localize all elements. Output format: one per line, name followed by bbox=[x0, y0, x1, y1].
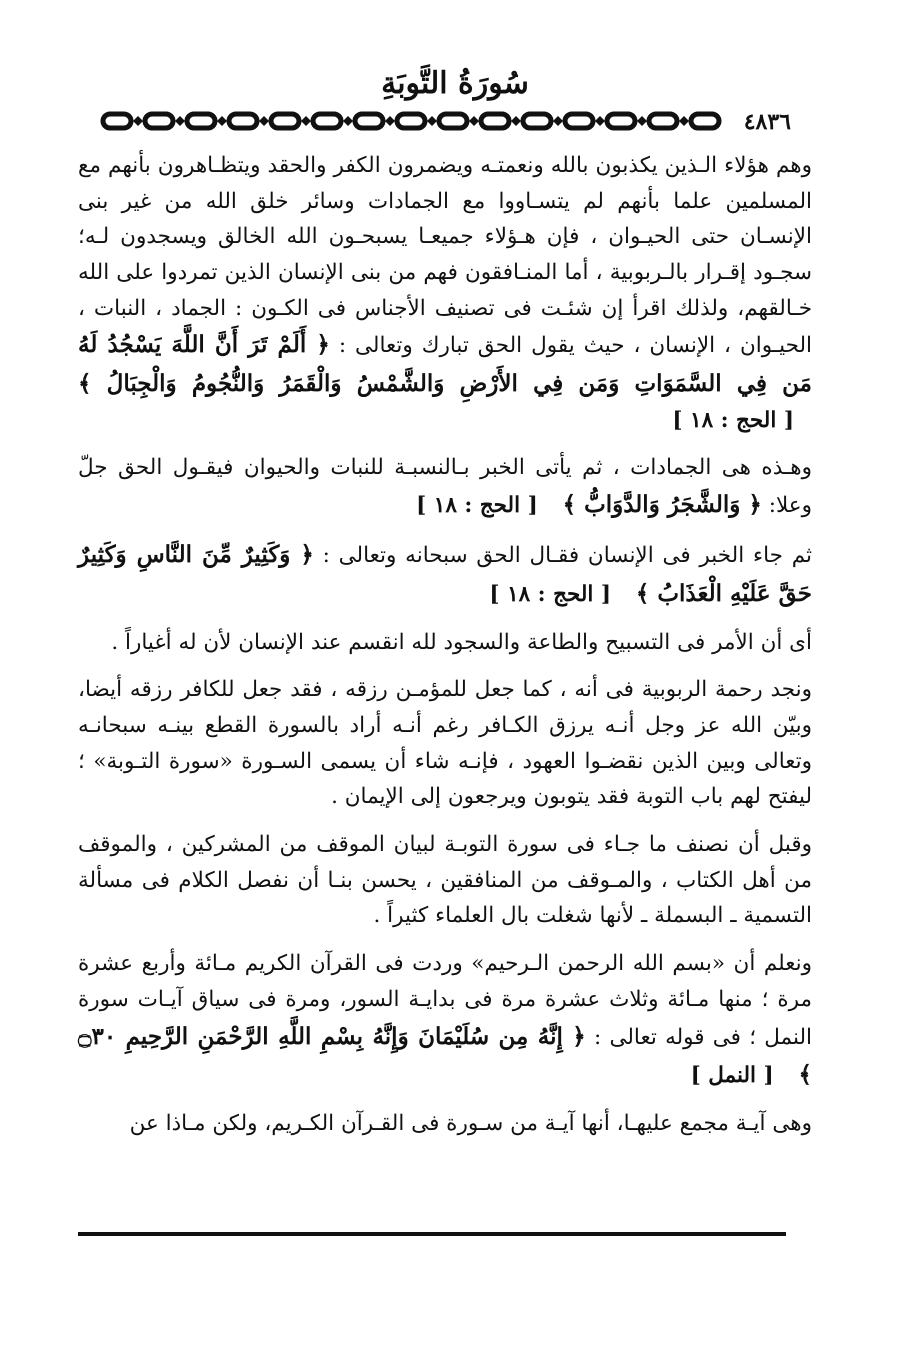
chain-link bbox=[145, 114, 173, 128]
verse-reference-4: [ النمل ] bbox=[690, 1062, 774, 1088]
chain-link bbox=[355, 114, 383, 128]
quran-verse-naml-30: ﴿ إِنَّهُ مِن سُلَيْمَانَ وَإِنَّهُ بِسْمِ اللَّهِ الرَّحْمَنِ الرَّحِيمِ ۝٣٠ ﴾ bbox=[78, 1022, 812, 1088]
chain-link bbox=[565, 114, 593, 128]
chain-diamond bbox=[133, 116, 143, 126]
paragraph-2 bbox=[78, 450, 812, 524]
chain-diamond bbox=[679, 116, 689, 126]
paragraph-3 bbox=[78, 536, 812, 612]
ornamental-chain-border bbox=[95, 107, 815, 135]
footer-rule bbox=[78, 1232, 786, 1236]
chain-diamond bbox=[637, 116, 647, 126]
chain-diamond bbox=[553, 116, 563, 126]
chain-diamond bbox=[511, 116, 521, 126]
page-number: ٤٨٣٦ bbox=[740, 111, 795, 133]
verse-reference-2: [ الحج : ١٨ ] bbox=[416, 493, 538, 519]
quran-verse-hajj-18-c: ﴿ وَكَثِيرٌ مِّنَ النَّاسِ وَكَثِيرٌ حَقَّ عَلَيْهِ الْعَذَابُ ﴾ bbox=[78, 541, 812, 607]
paragraph-7 bbox=[78, 946, 812, 1094]
chain-diamond bbox=[385, 116, 395, 126]
chain-diamond bbox=[175, 116, 185, 126]
paragraph-7-text: ونعلم أن «بسم الله الرحمن الـرحيم» وردت فى القرآن الكريم مـائة وأربع عشرة مرة ؛ منها مـائة وثلاث عشرة مرة فى بدايـة السور، ومرة فى سياق آيـات سورة النمل ؛ فى قوله تعالى : bbox=[78, 951, 812, 1050]
paragraph-1 bbox=[78, 148, 812, 438]
paragraph-6: وقبل أن نصنف ما جـاء فى سورة التوبـة لبيان الموقف من المشركين ، والموقف من أهل الكتاب ، والمـوقف من المنافقين ، يحسن بنـا أن نفصل الكلام فى مسألة التسمية ـ البسملة ـ لأنها شغلت بال العلماء كثيراً . bbox=[78, 832, 812, 929]
chain-diamond bbox=[595, 116, 605, 126]
chain-diamond bbox=[217, 116, 227, 126]
quran-verse-hajj-18-a: ﴿ أَلَمْ تَرَ أَنَّ اللَّهَ يَسْجُدُ لَهُ مَن فِي السَّمَوَاتِ وَمَن فِي الأَرْضِ وَالشَّمْسُ وَالْقَمَرُ وَالنُّجُومُ وَالْجِبَالُ ﴾ bbox=[78, 331, 812, 397]
chain-link bbox=[229, 114, 257, 128]
paragraph-2-text: وهـذه هى الجمادات ، ثم يأتى الخبر بـالنسبـة للنبات والحيوان فيقـول الحق جلّ وعلا: bbox=[78, 455, 812, 519]
paragraph-8: وهى آيـة مجمع عليهـا، أنها آيـة من سـورة فى القـرآن الكـريم، ولكن مـاذا عن bbox=[129, 1110, 812, 1136]
paragraph-5: ونجد رحمة الربوبية فى أنه ، كما جعل للمؤمـن رزقه ، فقد جعل للكافر رزقه أيضا، وبيّن الله عز وجل أنـه يرزق الكـافر رغم أنـه أراد بالسورة القطع بينـه سبحانـه وتعالى وبين الذين نقضـوا العهود ، فإنـه شاء أن يسمى السـورة «سورة التـوبة» ؛ ليفتح لهم باب التوبة فقد يتوبون ويرجعون إلى الإيمان . bbox=[78, 677, 812, 810]
chain-diamond bbox=[343, 116, 353, 126]
verse-reference-3: [ الحج : ١٨ ] bbox=[489, 581, 612, 607]
quran-verse-hajj-18-b: ﴿ وَالشَّجَرُ وَالدَّوَابُّ ﴾ bbox=[562, 491, 762, 519]
chain-link bbox=[691, 114, 719, 128]
chain-link bbox=[607, 114, 635, 128]
paragraph-1-text: وهم هؤلاء الـذين يكذبون بالله ونعمتـه ويضمرون الكفر والحقد ويتظـاهرون بأنهم مع المسلمين علما بأنهم لم يتسـاووا مع الجمادات وسائر خلق الله من غير بنى الإنسـان حتى الحيـوان ، فإن هـؤلاء جميعـا يسبحـون الله الخالق ويسجدون لـه؛ سجـود إقـرار بالـربوبية ، أما المنـافقون فهم من بنى الإنسان الذين تمردوا على الله خـالقهم، ولذلك اقرأ إن شئـت فى تصنيف الأجناس فى الكـون : الجماد ، النبات ، الحيـوان ، الإنسان ، حيث يقول الحق تبارك وتعالى : bbox=[78, 153, 813, 359]
chain-link bbox=[523, 114, 551, 128]
chain-diamond bbox=[259, 116, 269, 126]
chain-link bbox=[187, 114, 215, 128]
chain-link bbox=[481, 114, 509, 128]
verse-reference-1: [ الحج : ١٨ ] bbox=[672, 407, 794, 433]
chain-link bbox=[439, 114, 467, 128]
main-text bbox=[78, 148, 812, 1154]
chain-link bbox=[397, 114, 425, 128]
chain-link bbox=[271, 114, 299, 128]
chain-link bbox=[313, 114, 341, 128]
chain-link bbox=[649, 114, 677, 128]
chain-diamond bbox=[427, 116, 437, 126]
page-header bbox=[95, 60, 815, 140]
paragraph-3-text: ثم جاء الخبر فى الإنسان فقـال الحق سبحانه وتعالى : bbox=[322, 543, 812, 569]
chain-link bbox=[103, 114, 131, 128]
paragraph-4: أى أن الأمر فى التسبيح والطاعة والسجود لله انقسم عند الإنسان لأن له أغياراً . bbox=[111, 629, 812, 655]
chain-diamond bbox=[469, 116, 479, 126]
surah-title: سُورَةُ التَّوبَةِ bbox=[381, 66, 529, 101]
chain-diamond bbox=[301, 116, 311, 126]
